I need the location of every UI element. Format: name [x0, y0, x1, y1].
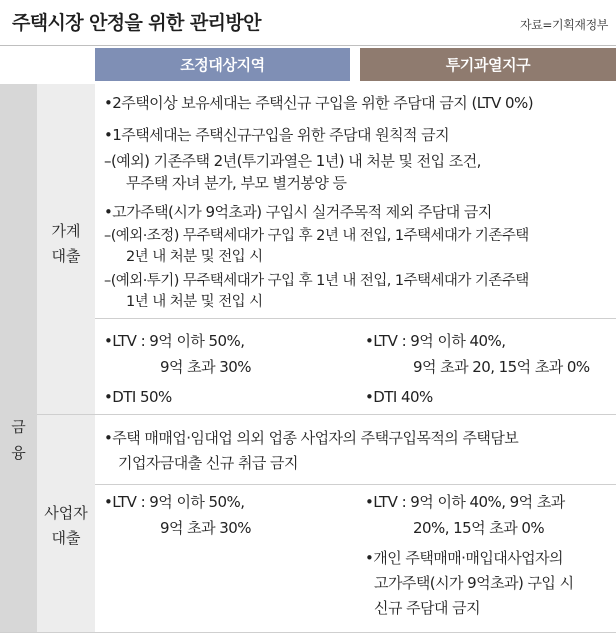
household-common-line: 무주택 자녀 분가, 부모 별거봉양 등 [126, 174, 347, 192]
page-title: 주택시장 안정을 위한 관리방안 [12, 12, 261, 34]
section-business-label-line1: 사업자 [44, 504, 88, 522]
household-common-line: •1주택세대는 주택신규구입을 위한 주담대 원칙적 금지 [104, 126, 450, 144]
household-left-dti: •DTI 50% [104, 388, 172, 406]
divider-household-business [37, 414, 616, 415]
section-household-loan [37, 84, 95, 414]
section-household-label [37, 219, 95, 269]
business-common-line: 기업자금대출 신규 취급 금지 [118, 454, 298, 472]
column-header-adjustment-area: 조정대상지역 [95, 48, 350, 81]
section-finance-label-line1: 금 [11, 418, 26, 436]
household-left-ltv: 9억 초과 30% [160, 358, 251, 376]
household-right-ltv: 9억 초과 20, 15억 초과 0% [413, 358, 590, 376]
household-right-dti: •DTI 40% [365, 388, 433, 406]
business-left-ltv: •LTV : 9억 이하 50%, [104, 493, 245, 511]
household-right-ltv: •LTV : 9억 이하 40%, [365, 332, 506, 350]
household-common-line: –(예외·투기) 무주택세대가 구입 후 1년 내 전입, 1주택세대가 기존주택 [104, 273, 529, 289]
household-common-line: –(예외) 기존주택 2년(투기과열은 1년) 내 처분 및 전입 조건, [104, 152, 481, 170]
section-household-label-line1: 가계 [51, 222, 81, 240]
section-finance-label-line2: 융 [11, 444, 26, 462]
section-household-label-line2: 대출 [51, 247, 81, 265]
household-common-line: •2주택이상 보유세대는 주택신규 구입을 위한 주담대 금지 (LTV 0%) [104, 94, 534, 112]
section-finance-label [0, 414, 37, 466]
business-right-rule: 신규 주담대 금지 [374, 599, 481, 617]
section-business-loan [37, 414, 95, 633]
business-right-ltv: 20%, 15억 초과 0% [413, 519, 545, 537]
business-left-ltv: 9억 초과 30% [160, 519, 251, 537]
household-common-line: 2년 내 처분 및 전입 시 [126, 249, 263, 265]
section-business-label-line2: 대출 [51, 529, 81, 547]
divider-household-common [95, 318, 616, 319]
source-note: 자료=기획재정부 [520, 18, 608, 32]
household-left-ltv: •LTV : 9억 이하 50%, [104, 332, 245, 350]
household-common-line: 1년 내 처분 및 전입 시 [126, 294, 263, 310]
business-right-rule: 고가주택(시가 9억초과) 구입 시 [374, 574, 574, 592]
business-common-line: •주택 매매업·임대업 의외 업종 사업자의 주택구입목적의 주택담보 [104, 429, 519, 447]
section-finance [0, 84, 37, 633]
column-header-speculation-area: 투기과열지구 [360, 48, 616, 81]
divider-business-common [95, 484, 616, 485]
header-bar [0, 0, 616, 46]
business-right-ltv: •LTV : 9억 이하 40%, 9억 초과 [365, 493, 565, 511]
household-common-line: –(예외·조정) 무주택세대가 구입 후 2년 내 전입, 1주택세대가 기존주택 [104, 228, 529, 244]
business-right-rule: •개인 주택매매·매입대사업자의 [365, 549, 563, 567]
section-business-label [37, 501, 95, 551]
household-common-line: •고가주택(시가 9억초과) 구입시 실거주목적 제외 주담대 금지 [104, 203, 492, 221]
